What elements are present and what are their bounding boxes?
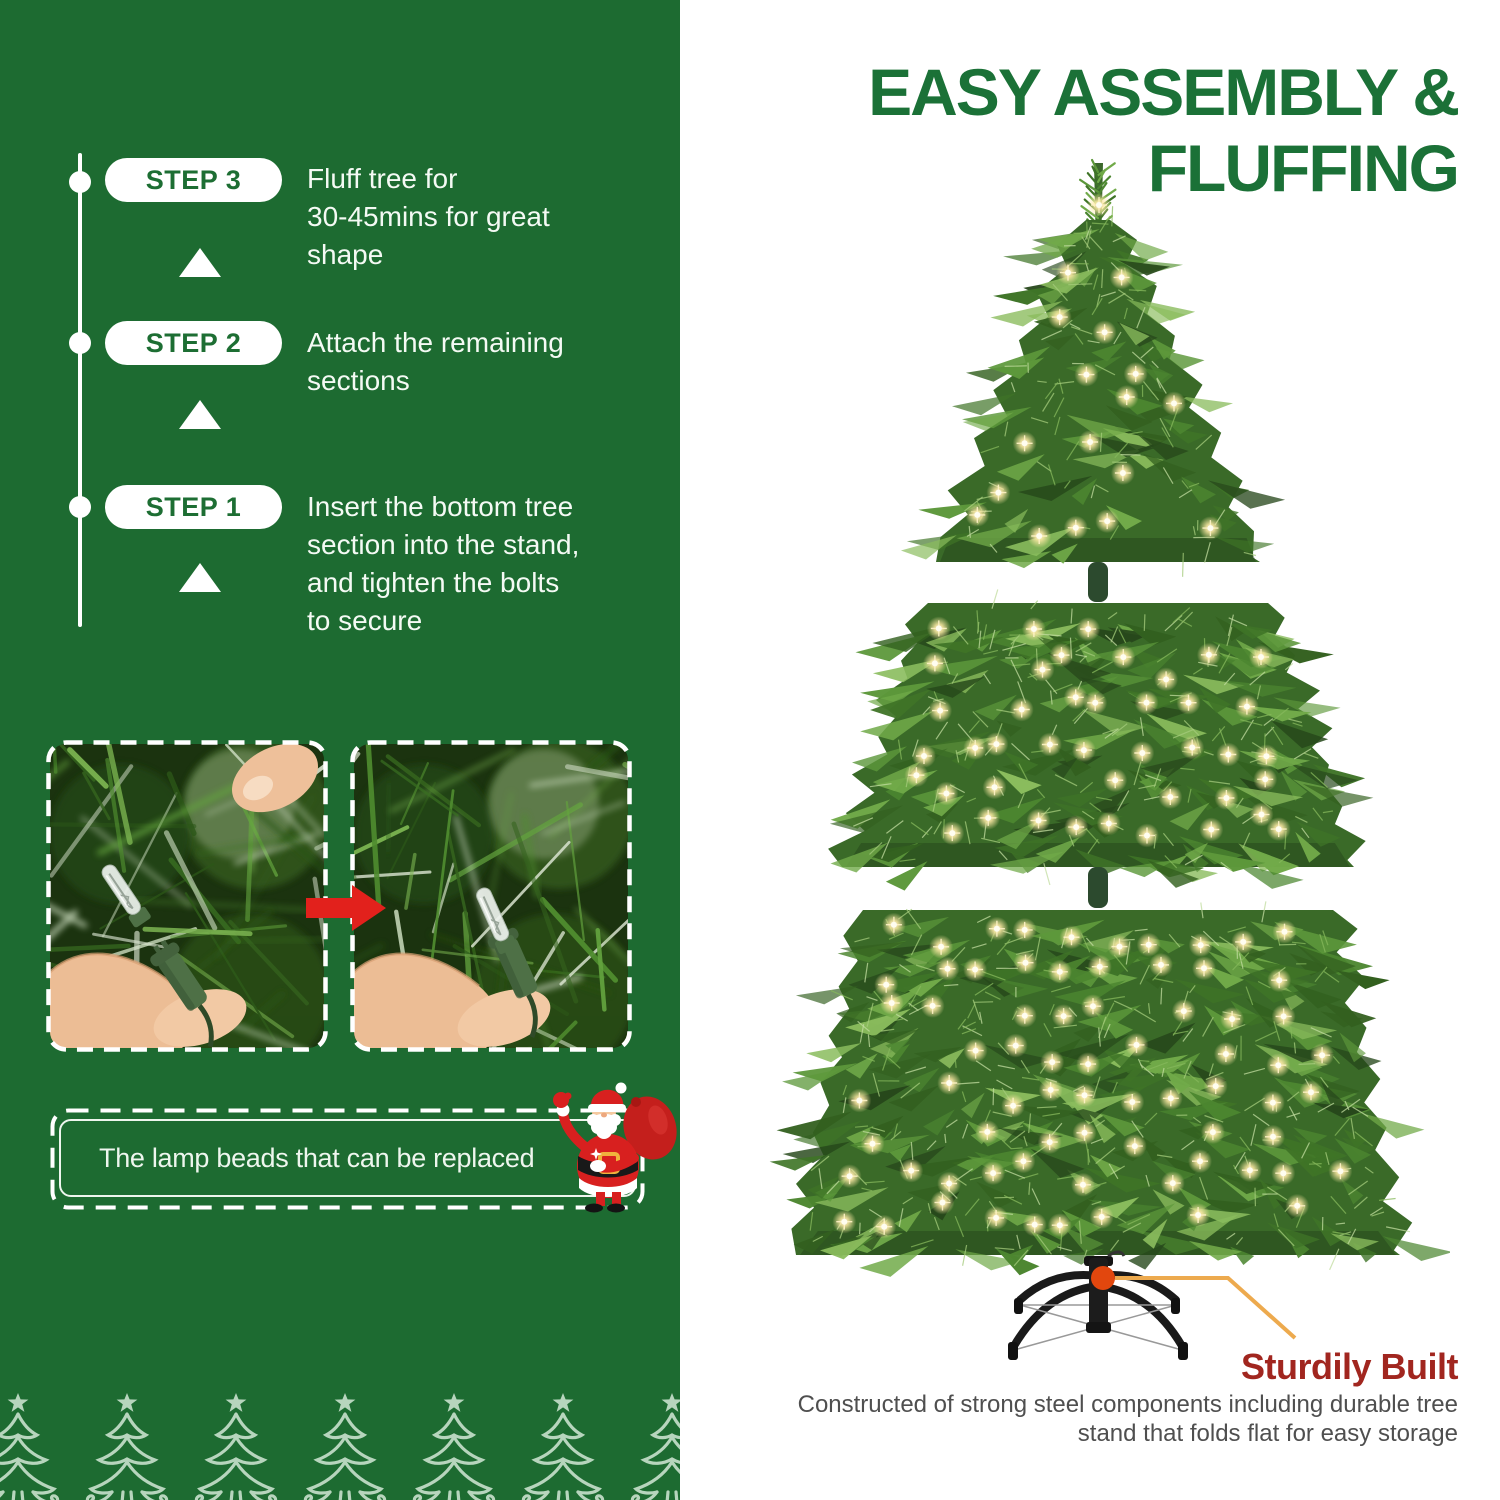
step1-line4: to secure bbox=[307, 605, 423, 636]
step1-line1: Insert the bottom tree bbox=[307, 491, 574, 522]
step2-line1: Attach the remaining bbox=[307, 327, 564, 358]
callout-line bbox=[1115, 1278, 1295, 1338]
up-triangle-icon bbox=[179, 563, 221, 592]
up-triangle-icon bbox=[179, 248, 221, 277]
tree-pattern bbox=[0, 1392, 680, 1500]
step3-description bbox=[307, 160, 550, 274]
step3-pill bbox=[105, 158, 282, 202]
sturdily-built-label: Sturdily Built bbox=[1241, 1346, 1458, 1387]
page-title-line2: FLUFFING bbox=[1147, 131, 1458, 205]
step2-label: STEP 2 bbox=[145, 327, 242, 358]
step2-line2: sections bbox=[307, 365, 410, 396]
step1-line2: section into the stand, bbox=[307, 529, 580, 560]
photo-bulb-installed bbox=[350, 740, 632, 1052]
step1-line3: and tighten the bolts bbox=[307, 567, 560, 598]
stand-caption-line2: stand that folds flat for easy storage bbox=[1077, 1420, 1458, 1447]
timeline-dot-step1 bbox=[69, 496, 91, 518]
timeline-dot-step2 bbox=[69, 332, 91, 354]
stand-caption-line1: Constructed of strong steel components including durable tree bbox=[797, 1391, 1458, 1418]
stand-caption bbox=[798, 1390, 1458, 1448]
step3-line2: 30-45mins for great bbox=[307, 201, 550, 232]
step1-label: STEP 1 bbox=[145, 491, 242, 522]
christmas-tree-image bbox=[750, 150, 1450, 1420]
step2-pill bbox=[105, 321, 282, 365]
step2-description bbox=[307, 324, 564, 400]
up-triangle-icon bbox=[179, 400, 221, 429]
timeline-line bbox=[78, 153, 82, 627]
right-arrow-icon bbox=[306, 883, 388, 933]
step1-pill bbox=[105, 485, 282, 529]
page-title-line1: EASY ASSEMBLY & bbox=[868, 55, 1458, 129]
lamp-note-text: The lamp beads that can be replaced bbox=[99, 1142, 535, 1173]
photo-bulb-removed bbox=[46, 740, 328, 1052]
callout-dot bbox=[1091, 1266, 1115, 1290]
step1-description bbox=[307, 488, 579, 640]
santa-illustration bbox=[550, 1074, 680, 1214]
step3-line3: shape bbox=[307, 239, 384, 270]
left-panel bbox=[0, 0, 680, 1500]
timeline-dot-step3 bbox=[69, 171, 91, 193]
step3-label: STEP 3 bbox=[145, 164, 242, 195]
step3-line1: Fluff tree for bbox=[307, 163, 458, 194]
